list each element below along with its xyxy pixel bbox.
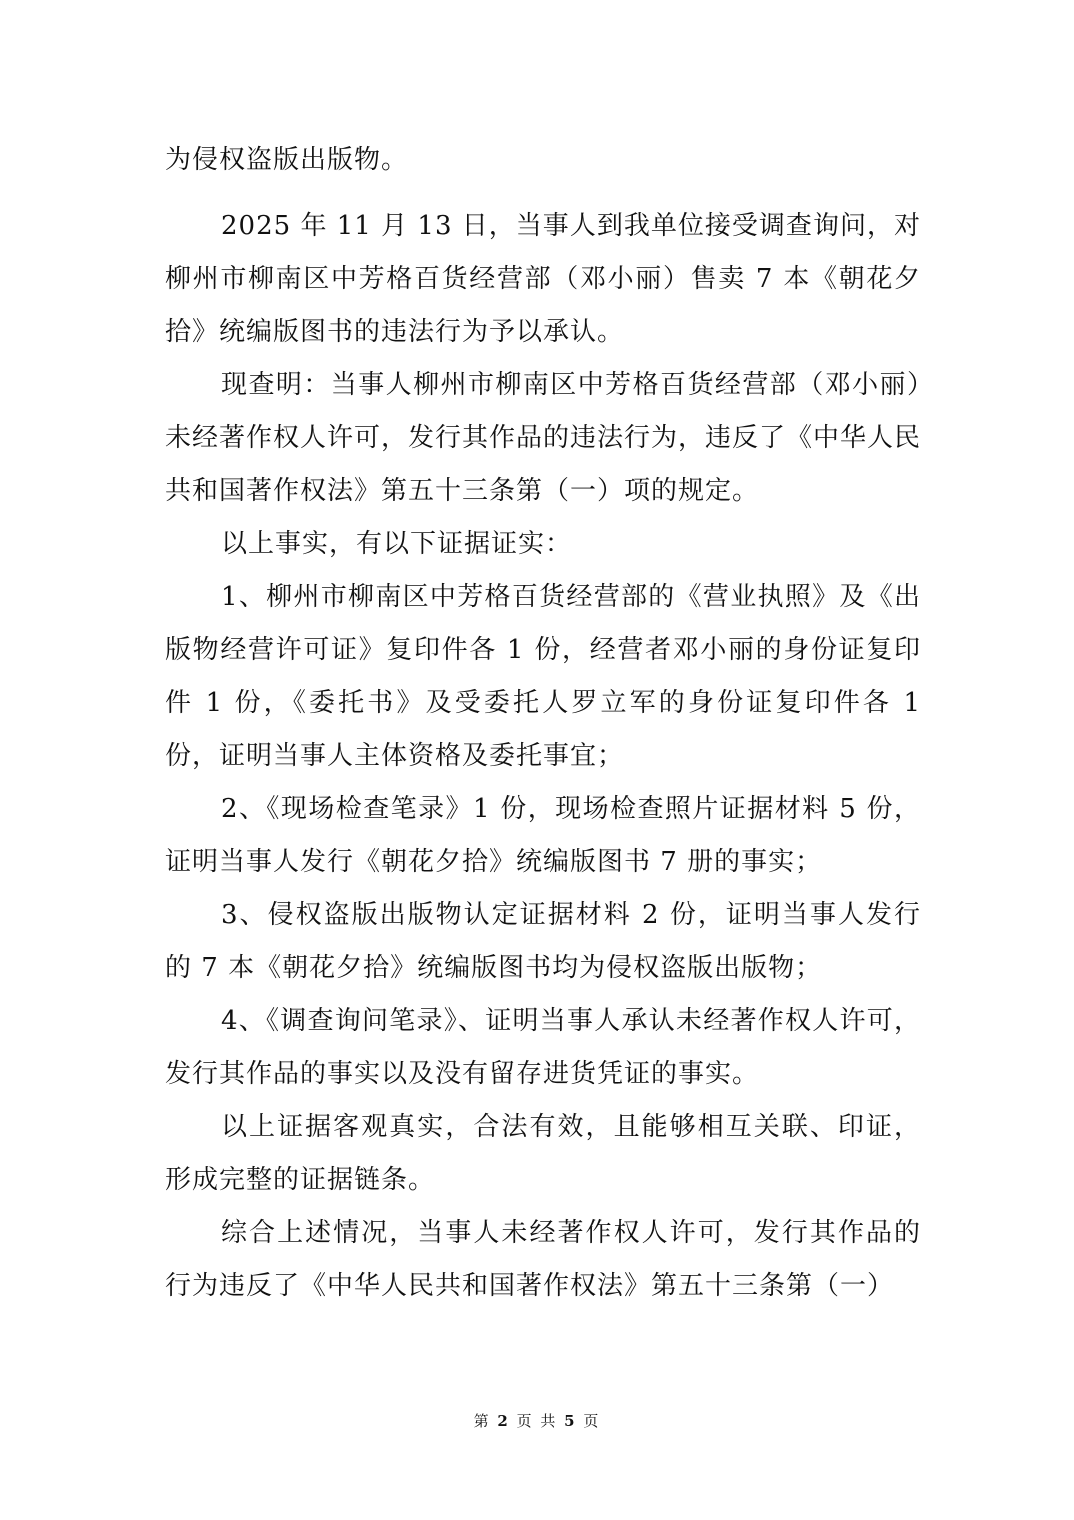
footer-suffix: 页 — [583, 1412, 601, 1430]
page-footer — [0, 1410, 1074, 1431]
document-body — [165, 134, 921, 1313]
current-page-number: 2 — [497, 1412, 510, 1430]
evidence-item-1: 1、柳州市柳南区中芳格百货经营部的《营业执照》及《出版物经营许可证》复印件各 1 份，经营者邓小丽的身份证复印件 1 份，《委托书》及受委托人罗立军的身份证复印件各 1 份，证明当事人主体资格及委托事宜； — [165, 582, 921, 771]
evidence-item-4: 4、《调查询问笔录》、证明当事人承认未经著作权人许可，发行其作品的事实以及没有留存进货凭证的事实。 — [165, 1006, 921, 1089]
paragraph-conclusion: 综合上述情况，当事人未经著作权人许可，发行其作品的行为违反了《中华人民共和国著作权法》第五十三条第（一） — [165, 1218, 921, 1301]
total-page-count: 5 — [564, 1412, 577, 1430]
evidence-item-2: 2、《现场检查笔录》1 份，现场检查照片证据材料 5 份，证明当事人发行《朝花夕拾》统编版图书 7 册的事实； — [165, 794, 921, 877]
paragraph-investigation: 2025 年 11 月 13 日，当事人到我单位接受调查询问，对柳州市柳南区中芳格百货经营部（邓小丽）售卖 7 本《朝花夕拾》统编版图书的违法行为予以承认。 — [165, 211, 921, 347]
paragraph-continuation: 为侵权盗版出版物。 — [165, 145, 409, 175]
evidence-item-3: 3、侵权盗版出版物认定证据材料 2 份，证明当事人发行的 7 本《朝花夕拾》统编版图书均为侵权盗版出版物； — [165, 900, 921, 983]
paragraph-evidence-validity: 以上证据客观真实，合法有效，且能够相互关联、印证，形成完整的证据链条。 — [165, 1112, 921, 1195]
footer-middle: 页 共 — [516, 1412, 558, 1430]
footer-prefix: 第 — [473, 1412, 491, 1430]
paragraph-findings: 现查明：当事人柳州市柳南区中芳格百货经营部（邓小丽）未经著作权人许可，发行其作品的违法行为，违反了《中华人民共和国著作权法》第五十三条第（一）项的规定。 — [165, 370, 922, 506]
paragraph-evidence-intro: 以上事实，有以下证据证实： — [221, 529, 573, 559]
